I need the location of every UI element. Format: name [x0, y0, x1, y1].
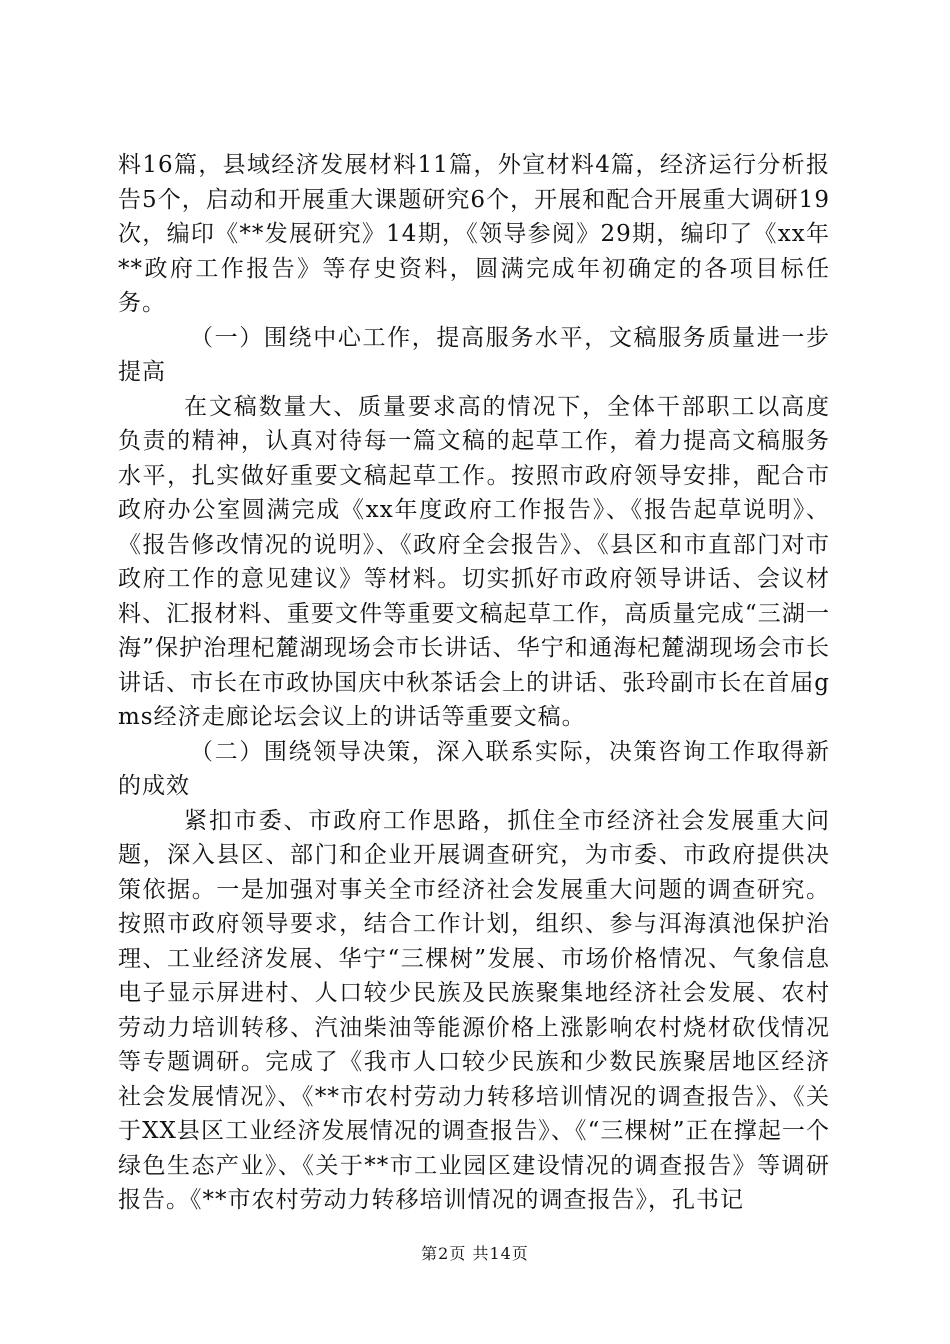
paragraph-section-2: 紧扣市委、市政府工作思路，抓住全市经济社会发展重大问题，深入县区、部门和企业开展调查研究，为市委、市政府提供决策依据。一是加强对事关全市经济社会发展重大问题的调查研究。按照市政府领导要求，结合工作计划，组织、参与洱海滇池保护治理、工业经济发展、华宁“三棵树”发展、市场价格情况、气象信息电子显示屏进村、人口较少民族及民族聚集地经济社会发展、农村劳动力培训转移、汽油柴油等能源价格上涨影响农村烧材砍伐情况等专题调研。完成了《我市人口较少民族和少数民族聚居地区经济社会发展情况》、《**市农村劳动力转移培训情况的调查报告》、《关于XX县区工业经济发展情况的调查报告》、《“三棵树”正在撑起一个绿色生态产业》、《关于**市工业园区建设情况的调查报告》等调研报告。《**市农村劳动力转移培训情况的调查报告》，孔书记 [118, 807, 830, 1213]
paragraph-continuation: 料16篇，县域经济发展材料11篇，外宣材料4篇，经济运行分析报告5个，启动和开展重大课题研究6个，开展和配合开展重大调研19次，编印《**发展研究》14期，《领导参阅》29期，编印了《xx年**政府工作报告》等存史资料，圆满完成年初确定的各项目标任务。 [118, 152, 830, 316]
page-number-footer: 第2页 共14页 [421, 1244, 529, 1263]
paragraph-section-1: 在文稿数量大、质量要求高的情况下，全体干部职工以高度负责的精神，认真对待每一篇文稿的起草工作，着力提高文稿服务水平，扎实做好重要文稿起草工作。按照市政府领导安排，配合市政府办公室圆满完成《xx年度政府工作报告》、《报告起草说明》、《报告修改情况的说明》、《政府全会报告》、《县区和市直部门对市政府工作的意见建议》等材料。切实抓好市政府领导讲话、会议材料、汇报材料、重要文件等重要文稿起草工作，高质量完成“三湖一海”保护治理杞麓湖现场会市长讲话、华宁和通海杞麓湖现场会市长讲话、市长在市政协国庆中秋茶话会上的讲话、张玲副市长在首届gms经济走廊论坛会议上的讲话等重要文稿。 [118, 393, 830, 730]
section-heading-1: （一）围绕中心工作，提高服务水平，文稿服务质量进一步提高 [118, 324, 830, 385]
document-body [118, 148, 830, 1218]
section-heading-2: （二）围绕领导决策，深入联系实际，决策咨询工作取得新的成效 [118, 738, 830, 799]
